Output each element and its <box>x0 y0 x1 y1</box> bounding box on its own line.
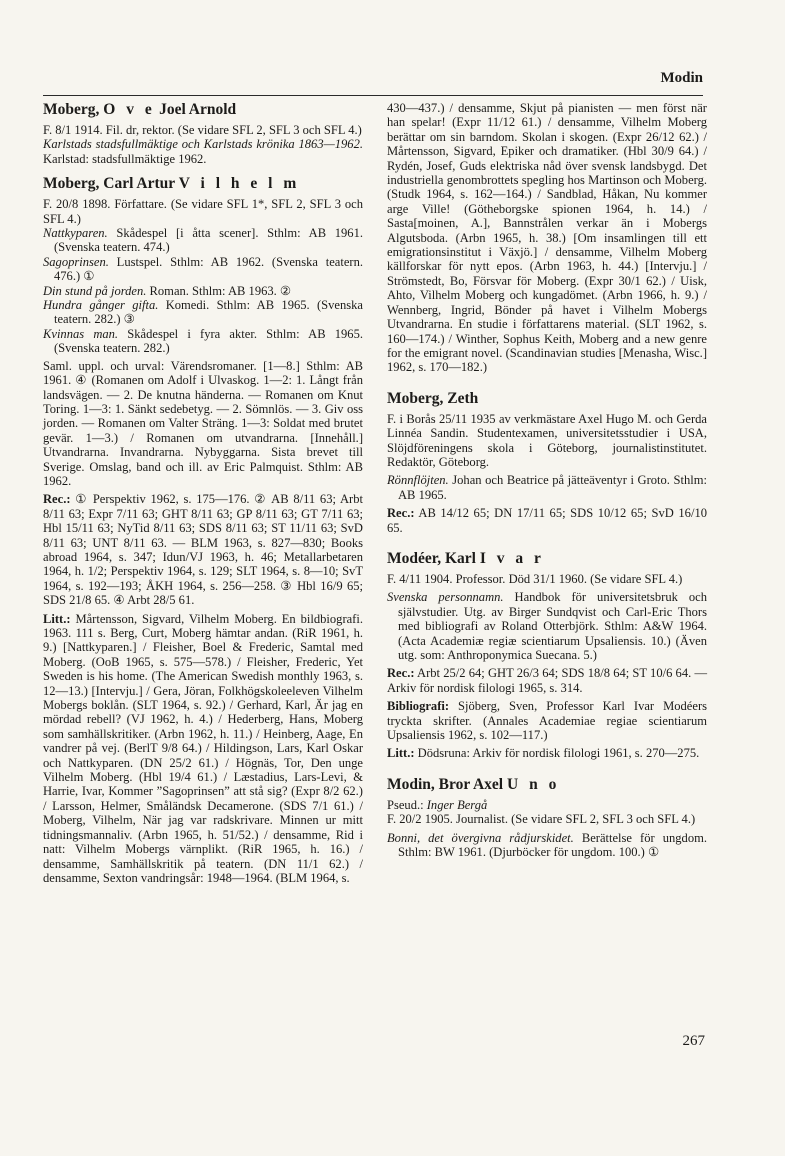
work-entry <box>43 137 363 166</box>
pseudonym <box>387 798 707 812</box>
heading-given-names: Joel Arnold <box>155 101 237 118</box>
work-entry <box>387 831 707 860</box>
work-details: Johan och Beatrice på jätteäventyr i Groto. Sthlm: AB 1965. <box>398 473 707 502</box>
work-title: Din stund på jorden. <box>43 283 147 298</box>
bio: F. 20/8 1898. Författare. (Se vidare SFL 1*, SFL 2, SFL 3 och SFL 4.) <box>43 197 363 226</box>
left-column <box>43 101 363 885</box>
reviews-text: Arbt 25/2 64; GHT 26/3 64; SDS 18/8 64; ST 10/6 64. — Arkiv för nordisk filologi 1965, s. 314. <box>387 666 707 695</box>
work-title: Nattkyparen. <box>43 226 108 241</box>
heading-callname: U n o <box>507 775 560 793</box>
work-details: Skådespel [i åtta scener]. Sthlm: AB 1961. (Svenska teatern. 474.) <box>54 226 363 255</box>
work-title: Karlstads stadsfullmäktige och Karlstads krönika 1863—1962. <box>43 137 363 152</box>
work-title: Rönnflöjten. <box>387 473 449 488</box>
literature-label: Litt.: <box>387 746 415 761</box>
work-entry <box>387 473 707 502</box>
literature <box>43 612 363 886</box>
entry-heading-zeth-moberg: Moberg, Zeth <box>387 389 479 407</box>
literature-text: Dödsruna: Arkiv för nordisk filologi 1961, s. 270—275. <box>414 746 700 761</box>
work-title: Svenska personnamn. <box>387 590 504 605</box>
work-details: Handbok för universitetsbruk och självstudier. Utg. av Birger Sundqvist och Carl-Eric Thors med bibliografi av Roland Otterbjörk. Sthlm: A&W 1964. (Acta Academiæ regiæ scientiarum Upsaliensis. 10.) (Även utg. som: Anthroponymica Suecana. 5.) <box>398 590 707 662</box>
reviews-text: AB 14/12 65; DN 17/11 65; SDS 10/12 65; SvD 16/10 65. <box>387 506 707 535</box>
pseudonym-label: Pseud.: <box>387 797 427 812</box>
bio: F. 8/1 1914. Fil. dr, rektor. (Se vidare SFL 2, SFL 3 och SFL 4.) <box>43 123 362 137</box>
entry-heading-vilhelm-moberg <box>43 175 363 193</box>
literature <box>387 746 707 760</box>
heading-callname: I v a r <box>479 549 545 567</box>
header-rule <box>43 95 703 96</box>
page-number: 267 <box>682 1033 705 1049</box>
literature-text: Mårtensson, Sigvard, Vilhelm Moberg. En bildbiografi. 1963. 111 s. Berg, Curt, Moberg hämtar andan. (RiR 1961, h. 9.) [Nattkyparen.] / Fleisher, Boel & Frederic, Samtal med Moberg. (OoB 1965, s. 575—578.) / Fleisher, Frederic, Yet Sweden is his home. (The American Swedish monthly 1963, s. 12—13.) [Intervju.] / Gera, Jöran, Folkhögskoleeleven Vilhelm Mobergs boklån. (SLT 1964, s. 92.) / Gerhard, Karl, Är jag en mördad rebell? (VJ 1962, h. 4.) / Hederberg, Hans, Moberg som samhällskritiker. (Arbn 1962, h. 11.) / Heinberg, Aage, En vandrer på vej. (BerlT 9/8 64.) / Hildingson, Lars, Karl Oskar och Nattkyparen. (DN 25/2 61.) / Högnäs, Tor, Den unge Vilhelm Moberg. (Hbl 19/4 61.) / Læstadius, Lars-Levi, & Harrie, Ivar, Kommer ”Sagoprinsen” att stå sig? (Expr 8/2 62.) / Larsson, Helmer, Småländsk Decamerone. (SDS 7/1 61.) / Moberg, Vilhelm, När jag var radskrivare. Minnen ur mitt tidningsmannaliv. (Arbn 1965, h. 51/52.) / densamme, Rid i natt: Vilhelm Mobergs värnplikt. (RiR 1965, h. 16.) / densamme, Samhällskritik på teatern. (DN 11/1 62.) / densamme, Sexton vandringsår: 1948—1964. (BLM 1964, s. <box>43 611 363 885</box>
work-title: Sagoprinsen. <box>43 254 109 269</box>
work-details: Berättelse för ungdom. Sthlm: BW 1961. (Djurböcker för ungdom. 100.) ① <box>398 830 707 860</box>
work-title: Hundra gånger gifta. <box>43 298 159 313</box>
heading-callname: O v e <box>103 101 156 118</box>
work-details: Roman. Sthlm: AB 1963. ② <box>146 283 292 298</box>
bibliography-label: Bibliografi: <box>387 699 450 714</box>
work-details: Lustspel. Sthlm: AB 1962. (Svenska teatern. 476.) ① <box>54 254 363 284</box>
work-entry <box>387 590 707 662</box>
reviews-text: ① Perspektiv 1962, s. 175—176. ② AB 8/11 63; Arbt 8/11 63; Expr 7/11 63; GHT 8/11 63; GP 8/11 63; GT 7/11 63; Hbl 15/11 63; NyTid 8/11 63; SDS 8/11 63; ST 11/11 63; SvD 8/11 63; UNT 8/11 63. — BLM 1963, s. 827—830; Books abroad 1964, s. 347; Idun/VJ 1963, h. 46; Metallarbetaren 1964, h. 1/2; Perspektiv 1964, s. 129; SLT 1964, s. 8—10; SvT 1964, s. 192—193; ÅKH 1964, s. 256—258. ③ Hbl 16/9 65; SDS 21/8 65. ④ Arbt 28/5 61. <box>43 492 363 608</box>
work-title: Bonni, det övergivna rådjurskidet. <box>387 830 574 845</box>
work-details: Skådespel i fyra akter. Sthlm: AB 1965. (Svenska teatern. 282.) <box>54 326 363 356</box>
literature-label: Litt.: <box>43 611 71 626</box>
work-entry <box>43 255 363 284</box>
work-entry <box>43 327 363 356</box>
reviews <box>387 666 707 695</box>
heading-names: Modéer, Karl <box>387 549 480 567</box>
reviews-label: Rec.: <box>43 492 71 507</box>
bibliography-text: Sjöberg, Sven, Professor Karl Ivar Modéers tryckta skrifter. (Annales Academiae regiae scientiarum Upsaliensis 1962, s. 102—117.) <box>387 699 707 743</box>
entry-heading-ove-moberg <box>43 101 363 119</box>
heading-names: Modin, Bror Axel <box>387 775 507 793</box>
heading-names: Moberg, Carl Artur <box>43 175 179 193</box>
work-details: Komedi. Sthlm: AB 1965. (Svenska teatern. 282.) ③ <box>54 298 363 327</box>
reviews <box>387 506 707 535</box>
work-entry <box>43 298 363 327</box>
reviews <box>43 492 363 607</box>
entry-heading-uno-modin <box>387 776 707 794</box>
work-entry <box>43 284 363 298</box>
running-title: Modin <box>660 70 703 86</box>
heading-callname: V i l h e l m <box>178 175 300 193</box>
bibliography <box>387 699 707 742</box>
reviews-label: Rec.: <box>387 666 415 681</box>
bio: F. i Borås 25/11 1935 av verkmästare Axel Hugo M. och Gerda Linnéa Sandin. Studentexamen, universitetsstudier i USA, Slöjdföreningens skola i Göteborg, journalistinstitutet. Redaktör, Göteborg. <box>387 411 707 469</box>
entry-heading-ivar-modeer <box>387 550 707 568</box>
reviews-label: Rec.: <box>387 506 415 521</box>
work-title: Kvinnas man. <box>43 326 119 341</box>
work-details: Karlstad: stadsfullmäktige 1962. <box>43 151 207 166</box>
collected-editions: Saml. uppl. och urval: Värendsromaner. [1—8.] Sthlm: AB 1961. ④ (Romanen om Adolf i Ulvaskog. 1—2: 1. Långt från landsvägen. — 2. De knutna händerna. — Romanen om Knut Toring. 1—3: 1. Sänkt sedebetyg. — 2. Sömnlös. — 3. Giv oss jorden. — Romanen om Valter Sträng. 1—3: Soldat med brutet gevär. 1—3.) / Romanen om utvandrarna. [Innehåll.] Utvandrarna. Invandrarna. Nybyggarna. Sista brevet till Sverige. Omslag, band och ill. av Eric Palmquist. Sthlm: AB 1962. <box>43 358 363 488</box>
bio: F. 4/11 1904. Professor. Död 31/1 1960. (Se vidare SFL 4.) <box>387 571 683 586</box>
heading-surname: Moberg, <box>43 101 104 118</box>
pseudonym-value: Inger Bergå <box>426 797 488 812</box>
work-entry <box>43 226 363 255</box>
right-column <box>387 101 707 859</box>
bio: F. 20/2 1905. Journalist. (Se vidare SFL 2, SFL 3 och SFL 4.) <box>387 812 696 827</box>
literature-continued: 430—437.) / densamme, Skjut på pianisten — men först när han spelar! (Expr 11/12 61.) / densamme, Vilhelm Moberg berättar om sin barndom. Skolan i skogen. (Expr 26/12 62.) / Mårtensson, Sigvard, Epiker och dramatiker. (Hbl 30/9 64.) / Rydén, Josef, Guds elektriska nåd över svensk landsbygd. Det industriella genombrottets spegling hos Martinson och Moberg. (Studk 1964, s. 162—164.) / Sandblad, Håkan, Nu kommer arge Ville! (Götheborgske spionen 1964, h. 14.) / Sasta[moinen, A.], Bannstrålen verkar än i Mobergs Algutsboda. (Arbn 1965, h. 38.) [Om insamlingen till ett emigrationsinstitut i Växjö.] / densamme, Vilhelm Moberg källforskar för nytt epos. (Arbn 1963, h. 44.) [Intervju.] / Strömstedt, Bo, Försvar för Moberg. (Expr 30/1 62.) / Uisk, Ahto, Vilhelm Moberg och kungadömet. (Arbn 1966, h. 9.) / Wennberg, Ingrid, Bönder på havet i Vilhelm Mobergs Utvandrarna. En studie i författarens material. (SLT 1962, s. 160—174.) / Winther, Sophus Keith, Moberg and a new genre for the emigrant novel. (Scandinavian studies [Menasha, Wisc.] 1962, s. 170—182.) <box>387 101 707 375</box>
